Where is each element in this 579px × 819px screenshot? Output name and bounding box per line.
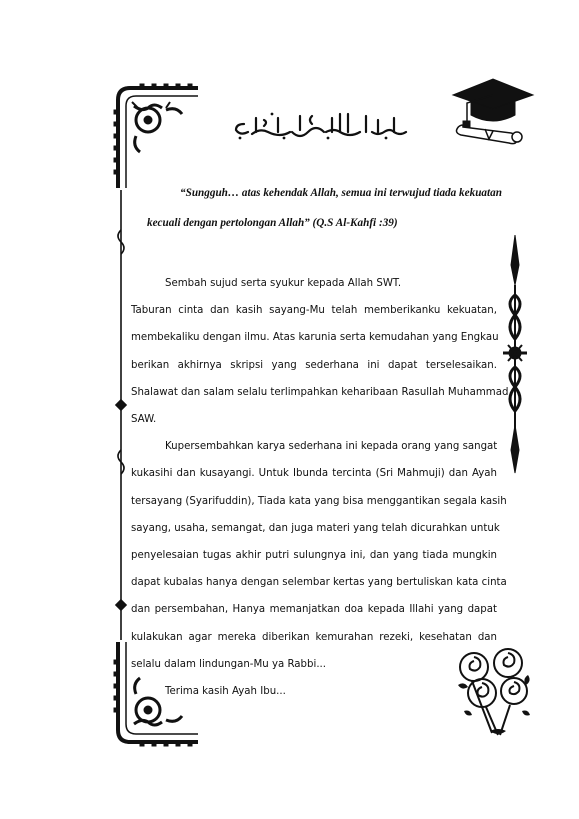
body-line: penyelesaian tugas akhir putri sulungnya ini, dan yang tiada mungkin — [131, 550, 497, 562]
body-line: Kupersembahkan karya sederhana ini kepada orang yang sangat — [165, 441, 498, 453]
paragraph-closing — [131, 678, 497, 705]
body-line: dapat kubalas hanya dengan selembar kertas yang bertuliskan kata cinta — [131, 577, 507, 589]
body-line: selalu dalam lindungan-Mu ya Rabbi... — [131, 658, 327, 670]
body-line: dan persembahan, Hanya memanjatkan doa kepada Illahi yang dapat — [131, 604, 497, 616]
body-line: Sembah sujud serta syukur kepada Allah SWT. — [165, 278, 402, 289]
ornamental-border-right — [500, 235, 530, 475]
dedication-body — [131, 270, 509, 705]
paragraph-gratitude — [131, 270, 509, 433]
body-line: SAW. — [131, 414, 157, 426]
body-line: sayang, usaha, semangat, dan juga materi yang telah dicurahkan untuk — [131, 522, 500, 534]
closing-line: Terima kasih Ayah Ibu... — [165, 686, 286, 698]
quote-line-1: “Sungguh… atas kehendak Allah, semua ini terwujud tiada kekuatan — [180, 187, 502, 199]
left-vine-ornament — [113, 190, 129, 640]
body-line: Taburan cinta dan kasih sayang-Mu telah memberikanku kekuatan, — [131, 305, 497, 317]
body-line: berikan akhirnya skripsi yang sederhana ini dapat terselesaikan. — [131, 359, 497, 371]
body-line: kukasihi dan kusayangi. Untuk Ibunda tercinta (Sri Mahmuji) dan Ayah — [131, 468, 497, 480]
roses-bouquet-icon — [452, 645, 537, 740]
body-line: tersayang (Syarifuddin), Tiada kata yang bisa menggantikan segala kasih — [131, 495, 507, 507]
quote-line-2: kecuali dengan pertolongan Allah” (Q.S Al-Kahfi :39) — [147, 217, 398, 229]
body-line: membekaliku dengan ilmu. Atas karunia serta kemudahan yang Engkau — [131, 332, 499, 344]
paragraph-dedication — [131, 433, 507, 678]
graduation-cap-icon — [445, 75, 535, 150]
ornamental-corner-top-left — [110, 80, 200, 190]
body-line: Shalawat dan salam selalu terlimpahkan keharibaan Rasullah Muhammad — [131, 386, 509, 398]
basmala-calligraphy — [228, 110, 414, 142]
basmala-image — [228, 110, 414, 142]
body-line: kulakukan agar mereka diberikan kemurahan rezeki, kesehatan dan — [131, 631, 497, 643]
